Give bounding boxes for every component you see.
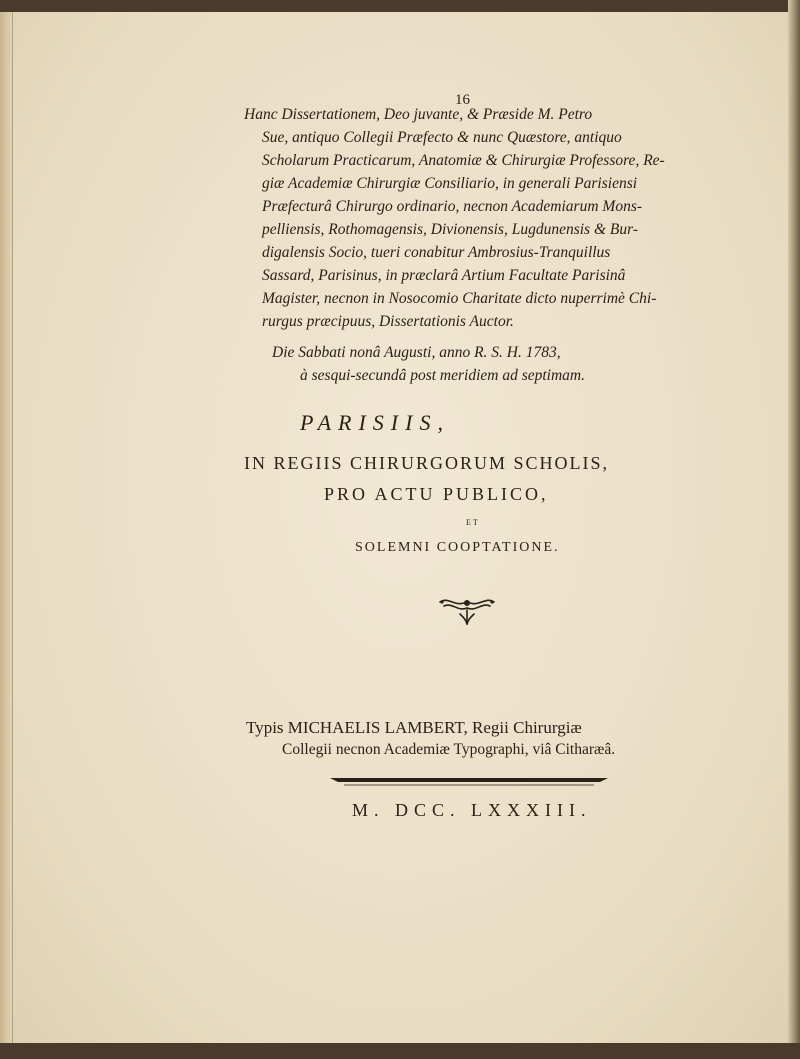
- body-line-10: rurgus præcipuus, Dissertationis Auctor.: [262, 313, 514, 330]
- body-line-5: Præfecturâ Chirurgo ordinario, necnon Academiarum Mons-: [262, 198, 643, 215]
- venue-line-1: IN REGIIS CHIRURGORUM SCHOLIS,: [244, 453, 610, 473]
- date-line-1: Die Sabbati nonâ Augusti, anno R. S. H. 1783,: [272, 344, 561, 361]
- body-line-9: Magister, necnon in Nosocomio Charitate dicto nuperrimè Chi-: [262, 290, 657, 307]
- right-page-edge: [788, 0, 800, 1059]
- body-line-1: Hanc Dissertationem, Deo juvante, & Præside M. Petro: [244, 106, 593, 123]
- body-line-6: pelliensis, Rothomagensis, Divionensis, Lugdunensis & Bur-: [262, 221, 638, 238]
- body-line-7: digalensis Socio, tueri conabitur Ambrosius-Tranquillus: [262, 244, 611, 261]
- body-line-2: Sue, antiquo Collegii Præfecto & nunc Quæstore, antiquo: [262, 129, 622, 146]
- bottom-page-edge: [0, 1043, 800, 1059]
- date-line-2: à sesqui-secundâ post meridiem ad septimam.: [300, 367, 585, 384]
- top-page-edge: [0, 0, 800, 12]
- body-line-8: Sassard, Parisinus, in præclarâ Artium Facultate Parisinâ: [262, 267, 626, 284]
- imprint-year: M. DCC. LXXXIII.: [352, 800, 592, 820]
- venue-line-3: SOLEMNI COOPTATIONE.: [355, 540, 560, 555]
- fleuron-icon: [436, 592, 498, 628]
- printer-line-2: Collegii necnon Academiæ Typographi, viâ Citharæâ.: [282, 741, 616, 758]
- body-line-3: Scholarum Practicarum, Anatomiæ & Chirurgiæ Professore, Re-: [262, 152, 665, 169]
- page-number: 16: [455, 92, 470, 108]
- printer-line-1: Typis MICHAELIS LAMBERT, Regii Chirurgiæ: [246, 718, 582, 737]
- conjunction-et: ET: [466, 518, 480, 527]
- decorative-rule: [330, 776, 608, 786]
- left-page-edge: [0, 12, 13, 1043]
- body-line-4: giæ Academiæ Chirurgiæ Consiliario, in generali Parisiensi: [262, 175, 638, 192]
- venue-line-2: PRO ACTU PUBLICO,: [324, 484, 549, 504]
- place-heading: PARISIIS,: [300, 410, 450, 435]
